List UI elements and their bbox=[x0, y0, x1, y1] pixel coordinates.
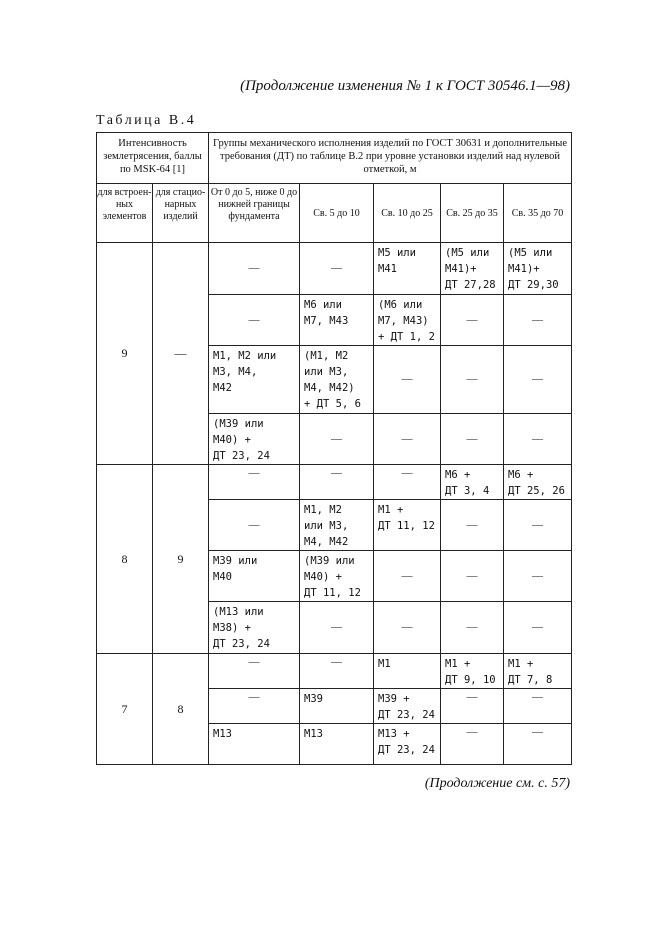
table-row bbox=[97, 465, 572, 500]
group-cell: — bbox=[209, 500, 300, 551]
group-cell: — bbox=[209, 689, 300, 724]
header-level-35-70: Св. 35 до 70 bbox=[504, 184, 572, 243]
group-cell-text: (М1, М2 или М3, М4, М42) + ДТ 5, 6 bbox=[304, 350, 361, 410]
group-cell: — bbox=[209, 295, 300, 346]
group-cell: — bbox=[441, 602, 504, 654]
header-groups: Группы механического исполнения изделий по ГОСТ 30631 и дополнительные требования (ДТ) по таблице В.2 при уровне установки изделий над нулевой отметкой, м bbox=[209, 133, 572, 184]
group-cell bbox=[441, 243, 504, 295]
group-cell: — bbox=[441, 414, 504, 465]
group-cell bbox=[374, 295, 441, 346]
group-cell bbox=[209, 346, 300, 414]
group-cell: — bbox=[441, 551, 504, 602]
group-cell-text: (М5 или М41)+ ДТ 27,28 bbox=[445, 247, 496, 291]
header-level-25-35: Св. 25 до 35 bbox=[441, 184, 504, 243]
group-cell-text: (М6 или М7, М43) + ДТ 1, 2 bbox=[378, 299, 435, 343]
group-cell: — bbox=[441, 346, 504, 414]
group-cell: — bbox=[504, 500, 572, 551]
group-cell-text: М6 + ДТ 25, 26 bbox=[508, 469, 565, 497]
header-level-10-25: Св. 10 до 25 bbox=[374, 184, 441, 243]
group-cell: — bbox=[441, 500, 504, 551]
intensity-stationary-cell: — bbox=[153, 243, 209, 465]
group-cell bbox=[374, 500, 441, 551]
table-title: Таблица В.4 bbox=[96, 113, 197, 128]
group-cell: — bbox=[374, 346, 441, 414]
group-cell: — bbox=[300, 414, 374, 465]
group-cell-text: (М13 или М38) + ДТ 23, 24 bbox=[213, 606, 270, 650]
group-cell: — bbox=[441, 724, 504, 765]
group-cell: — bbox=[300, 602, 374, 654]
group-cell bbox=[374, 654, 441, 689]
header-stationary: для стацио-нарных изделий bbox=[153, 184, 209, 243]
group-cell: — bbox=[374, 602, 441, 654]
group-cell bbox=[300, 500, 374, 551]
group-cell: — bbox=[441, 689, 504, 724]
header-level-0-5: От 0 до 5, ниже 0 до нижней границы фундамента bbox=[209, 184, 300, 243]
continuation-header: (Продолжение изменения № 1 к ГОСТ 30546.1—98) bbox=[240, 78, 570, 94]
group-cell bbox=[209, 551, 300, 602]
group-cell-text: М13 bbox=[213, 728, 232, 740]
group-cell: — bbox=[374, 465, 441, 500]
group-cell bbox=[209, 414, 300, 465]
group-cell-text: (М39 или М40) + ДТ 11, 12 bbox=[304, 555, 361, 599]
group-cell-text: М39 + ДТ 23, 24 bbox=[378, 693, 435, 721]
group-cell-text: М1, М2 или М3, М4, М42 bbox=[304, 504, 349, 548]
group-cell bbox=[504, 654, 572, 689]
group-cell: — bbox=[209, 465, 300, 500]
group-cell: — bbox=[300, 654, 374, 689]
group-cell-text: М13 + ДТ 23, 24 bbox=[378, 728, 435, 756]
group-cell bbox=[504, 465, 572, 500]
group-cell bbox=[374, 724, 441, 765]
group-cell-text: (М39 или М40) + ДТ 23, 24 bbox=[213, 418, 270, 462]
seismic-requirements-table bbox=[96, 132, 572, 765]
group-cell bbox=[300, 689, 374, 724]
group-cell-text: М6 + ДТ 3, 4 bbox=[445, 469, 490, 497]
header-built-in: для встроен-ных элементов bbox=[97, 184, 153, 243]
continuation-footer: (Продолжение см. с. 57) bbox=[424, 776, 570, 791]
group-cell bbox=[441, 465, 504, 500]
intensity-stationary-cell: 8 bbox=[153, 654, 209, 765]
intensity-built-in-cell: 9 bbox=[97, 243, 153, 465]
intensity-stationary-cell: 9 bbox=[153, 465, 209, 654]
group-cell-text: М1 + ДТ 7, 8 bbox=[508, 658, 553, 686]
group-cell bbox=[300, 551, 374, 602]
table-row bbox=[97, 243, 572, 295]
group-cell bbox=[374, 689, 441, 724]
group-cell: — bbox=[300, 465, 374, 500]
group-cell bbox=[300, 295, 374, 346]
group-cell-text: М1 bbox=[378, 658, 391, 670]
group-cell: — bbox=[209, 243, 300, 295]
intensity-built-in-cell: 7 bbox=[97, 654, 153, 765]
group-cell bbox=[300, 724, 374, 765]
intensity-built-in-cell: 8 bbox=[97, 465, 153, 654]
group-cell: — bbox=[504, 295, 572, 346]
group-cell: — bbox=[441, 295, 504, 346]
header-intensity: Интенсивность землетрясения, баллы по MSK-64 [1] bbox=[97, 133, 209, 184]
group-cell: — bbox=[504, 414, 572, 465]
group-cell: — bbox=[504, 551, 572, 602]
group-cell-text: М1 + ДТ 11, 12 bbox=[378, 504, 435, 532]
group-cell bbox=[209, 602, 300, 654]
group-cell-text: М6 или М7, М43 bbox=[304, 299, 349, 327]
group-cell-text: М39 bbox=[304, 693, 323, 705]
group-cell-text: М5 или М41 bbox=[378, 247, 416, 275]
group-cell: — bbox=[504, 346, 572, 414]
group-cell bbox=[441, 654, 504, 689]
group-cell: — bbox=[374, 551, 441, 602]
group-cell: — bbox=[209, 654, 300, 689]
group-cell bbox=[209, 724, 300, 765]
group-cell: — bbox=[504, 689, 572, 724]
header-level-5-10: Св. 5 до 10 bbox=[300, 184, 374, 243]
group-cell-text: М13 bbox=[304, 728, 323, 740]
group-cell-text: (М5 или М41)+ ДТ 29,30 bbox=[508, 247, 559, 291]
group-cell-text: М1, М2 или М3, М4, М42 bbox=[213, 350, 277, 394]
group-cell-text: М1 + ДТ 9, 10 bbox=[445, 658, 496, 686]
group-cell-text: М39 или М40 bbox=[213, 555, 258, 583]
group-cell bbox=[300, 346, 374, 414]
group-cell bbox=[504, 243, 572, 295]
table-row bbox=[97, 654, 572, 689]
group-cell bbox=[374, 243, 441, 295]
group-cell: — bbox=[504, 602, 572, 654]
group-cell: — bbox=[504, 724, 572, 765]
group-cell: — bbox=[300, 243, 374, 295]
group-cell: — bbox=[374, 414, 441, 465]
